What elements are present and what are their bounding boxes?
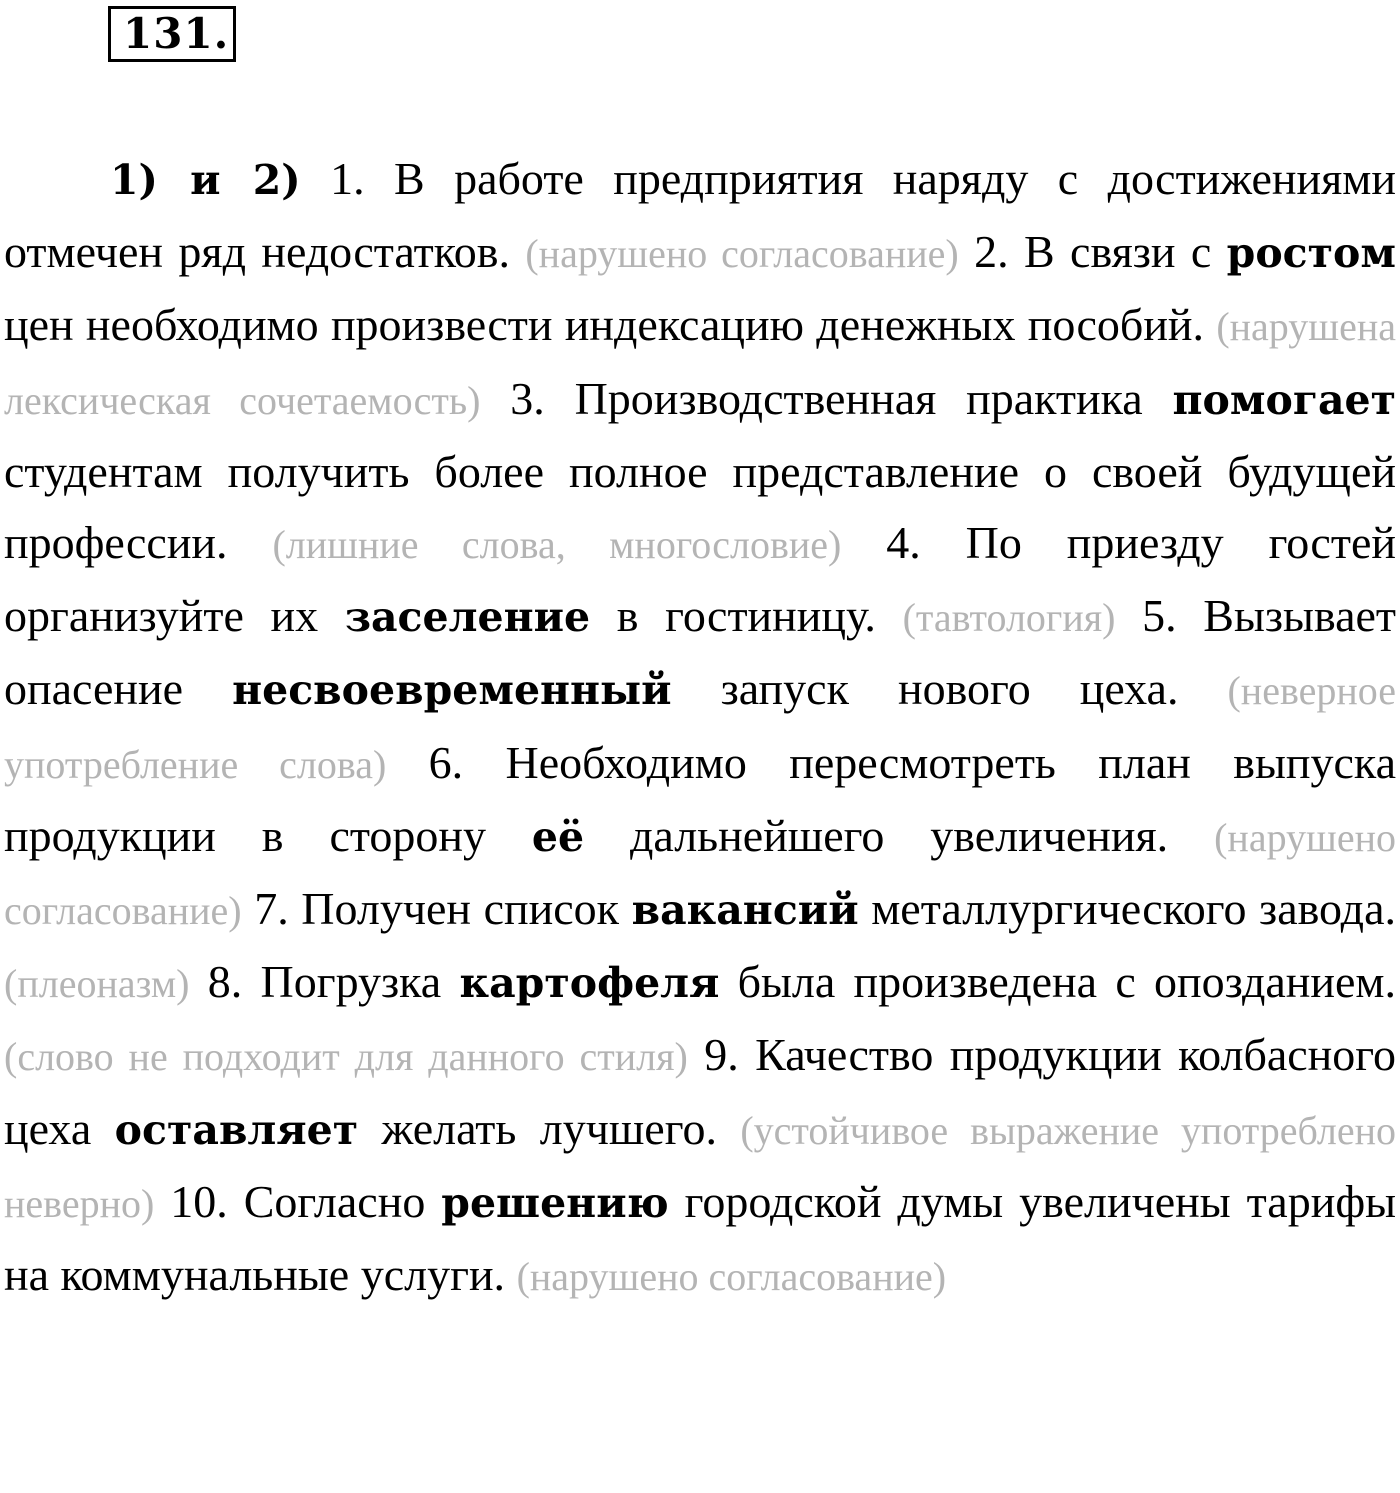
sentence-4-bold: заселение — [344, 593, 591, 642]
sentence-10-bold: решению — [441, 1178, 669, 1227]
sentence-2-post: цен необходимо произвести индексацию денежных пособий. — [4, 299, 1205, 351]
sentence-7-post: металлургического завода. — [871, 883, 1397, 935]
sentence-9-pre: Качество продукции колбасного цеха — [4, 1029, 1397, 1154]
sentence-4-number: 4. — [886, 517, 921, 569]
sentence-2-number: 2. — [974, 226, 1009, 278]
sentence-6-bold: её — [531, 812, 585, 861]
sentence-5-pre: Вызывает опасение — [4, 590, 1397, 715]
exercise-number-dot: . — [213, 9, 230, 58]
sentence-5-note: (неверное употребление слова) — [4, 668, 1397, 787]
sentence-7-pre: Получен список — [301, 883, 619, 935]
sentence-7-note: (плеоназм) — [4, 961, 190, 1007]
sentence-1-note: (нарушено согласование) — [525, 231, 959, 277]
sentence-10-post: городской думы увеличены тарифы на коммунальные услуги. — [4, 1175, 1397, 1301]
sentence-2-bold: ростом — [1226, 229, 1397, 278]
sentence-6-pre: Необходимо пересмотреть план выпуска продукции в сторону — [4, 736, 1396, 861]
sentence-9-note: (устойчивое выражение употреблено неверно) — [4, 1107, 1397, 1226]
answer-paragraph — [4, 143, 1396, 1312]
sentence-8-bold: картофеля — [459, 959, 720, 1008]
sentence-9-post: желать лучшего. — [381, 1102, 717, 1154]
sentence-9-number: 9. — [704, 1029, 739, 1081]
sentence-4-note: (тавтология) — [902, 595, 1116, 641]
exercise-number-box — [108, 6, 236, 62]
sentence-5-number: 5. — [1142, 590, 1177, 642]
sentence-3-number: 3. — [510, 372, 545, 424]
sentence-2-note: (нарушена лексическая сочетаемость) — [4, 304, 1396, 423]
sentence-6-number: 6. — [428, 736, 464, 788]
sentence-8-note: (слово не подходит для данного стиля) — [4, 1034, 688, 1080]
sentence-10-number: 10. — [170, 1175, 228, 1227]
sentence-5-post: запуск нового цеха. — [720, 663, 1179, 715]
sentence-9-bold: оставляет — [114, 1105, 359, 1154]
sentence-10-note: (нарушено согласование) — [516, 1254, 947, 1300]
sentence-1-number: 1. — [330, 153, 365, 204]
sentence-4-post: в гостиницу. — [616, 590, 876, 642]
sentence-6-post: дальнейшего увеличения. — [630, 809, 1169, 861]
sentence-3-pre: Производственная практика — [574, 372, 1143, 424]
exercise-number: 131 — [123, 9, 214, 58]
sentence-10-pre: Согласно — [243, 1175, 426, 1227]
sentence-3-post: студентам получить более полное представление о своей будущей профессии. — [4, 445, 1396, 569]
sentence-8-pre: Погрузка — [260, 956, 442, 1008]
sentence-4-pre: По приезду гостей организуйте их — [4, 517, 1396, 642]
sentence-8-number: 8. — [207, 956, 243, 1008]
sentence-3-bold: помогает — [1172, 375, 1396, 424]
sentence-6-note: (нарушено согласование) — [4, 814, 1397, 934]
sentence-7-bold: вакансий — [631, 886, 859, 935]
sentence-2-pre: В связи с — [1023, 226, 1212, 278]
sentence-1-text: В работе предприятия наряду с достижениями отмечен ряд недостатков. — [4, 153, 1397, 278]
sentence-3-note: (лишние слова, многословие) — [272, 522, 842, 568]
sentence-5-bold: несвоевременный — [232, 666, 672, 715]
sentence-7-number: 7. — [254, 883, 289, 935]
sentence-8-post: была произведена с опозданием. — [737, 956, 1397, 1008]
answer-lead: 1) и 2) — [110, 156, 301, 204]
